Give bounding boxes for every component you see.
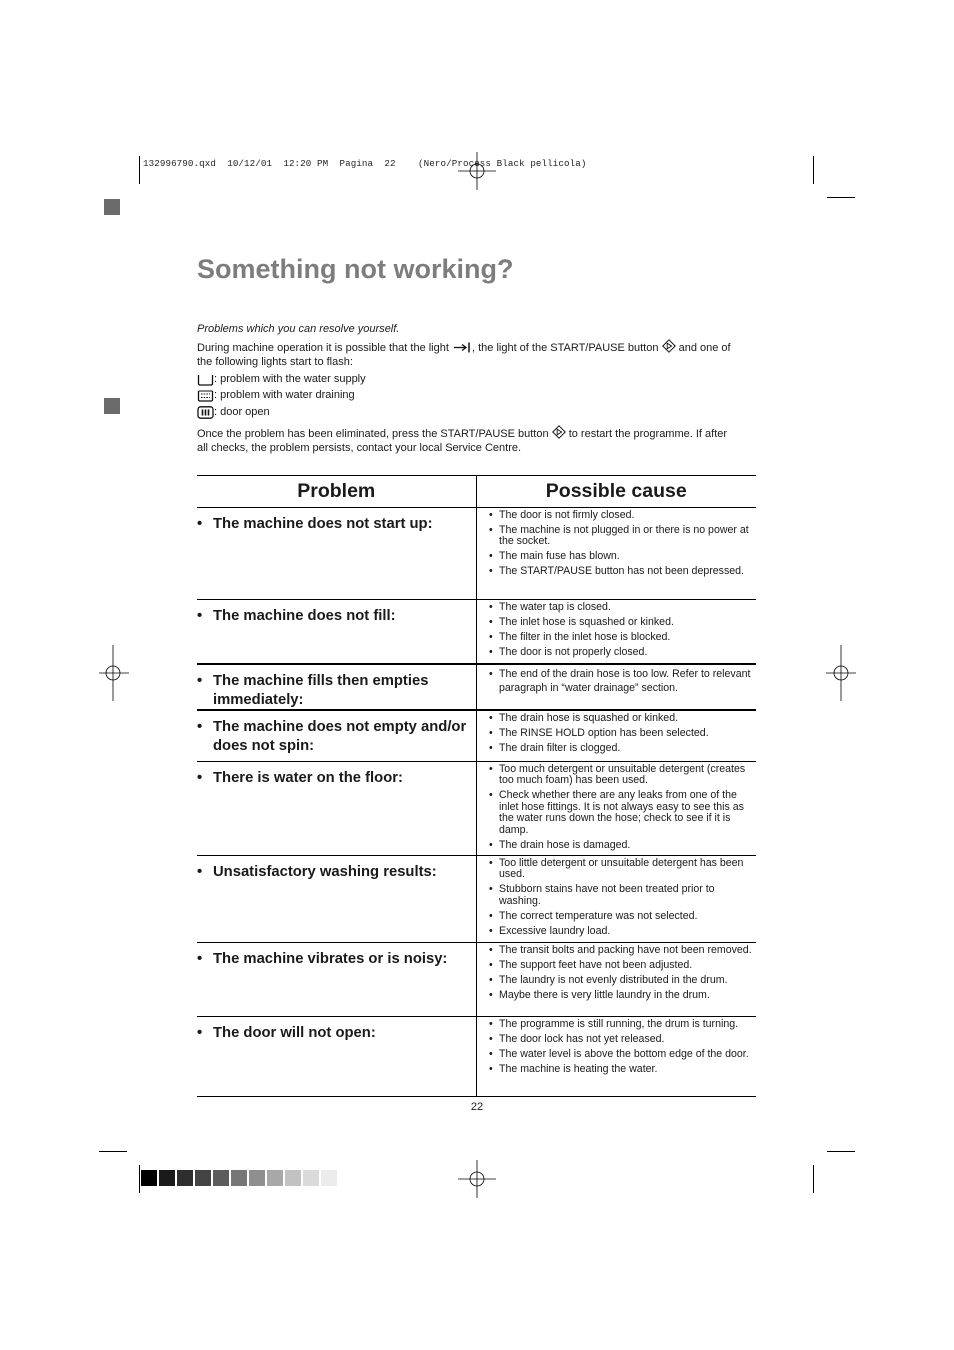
cause-item: • The filter in the inlet hose is blocked.	[477, 632, 756, 643]
intro-line1-c: and one of	[678, 341, 731, 354]
cause-item: • The drain hose is squashed or kinked.	[477, 713, 756, 724]
problem-cell: • The machine does not fill:	[197, 600, 476, 663]
side-marker	[104, 398, 120, 414]
cause-item: • The end of the drain hose is too low. Refer to relevant paragraph in “water drainage” section.	[477, 667, 756, 695]
cause-list	[476, 762, 756, 855]
page-number: 22	[470, 1101, 484, 1113]
header-cause: Possible cause	[476, 476, 757, 507]
cause-item: • Stubborn stains have not been treated prior to washing.	[477, 884, 756, 907]
door-open-icon	[197, 406, 214, 419]
table-row	[197, 508, 756, 600]
cause-item: • The drain hose is damaged.	[477, 840, 756, 851]
restart-paragraph	[197, 425, 757, 456]
crop-mark	[139, 156, 140, 184]
color-swatch	[249, 1170, 265, 1186]
problem-cell: • There is water on the floor:	[197, 762, 476, 855]
side-marker	[104, 199, 120, 215]
color-swatch	[321, 1170, 337, 1186]
problem-text: The door will not open:	[213, 1025, 376, 1041]
cause-item: • The inlet hose is squashed or kinked.	[477, 617, 756, 628]
header-problem: Problem	[297, 480, 376, 502]
restart-b: to restart the programme. If after	[568, 427, 728, 440]
crop-mark	[813, 156, 814, 184]
cause-item: • Too much detergent or unsuitable detergent (creates too much foam) has been used.	[477, 764, 756, 787]
cause-item: • Excessive laundry load.	[477, 926, 756, 937]
intro-line2: the following lights start to flash:	[197, 356, 353, 369]
cause-item: • The transit bolts and packing have not been removed.	[477, 945, 756, 956]
cause-item: • The START/PAUSE button has not been depressed.	[477, 566, 756, 577]
table-row	[197, 856, 756, 943]
problem-text: The machine vibrates or is noisy:	[213, 951, 448, 967]
intro-paragraph	[197, 339, 757, 370]
intro-text	[197, 322, 757, 456]
color-swatch	[195, 1170, 211, 1186]
water-draining-icon	[197, 389, 214, 402]
cause-item: • The laundry is not evenly distributed in the drum.	[477, 975, 756, 986]
cause-item: • The water level is above the bottom edge of the door.	[477, 1049, 756, 1060]
cause-item: • The drain filter is clogged.	[477, 743, 756, 754]
cause-item: • The door is not properly closed.	[477, 647, 756, 658]
start-pause-icon	[552, 425, 566, 439]
cause-item: • The RINSE HOLD option has been selected.	[477, 728, 756, 739]
restart-a: Once the problem has been eliminated, press the START/PAUSE button	[197, 427, 549, 440]
water-supply-icon	[197, 373, 214, 386]
registration-mark-icon	[458, 1160, 496, 1198]
color-swatch	[303, 1170, 319, 1186]
problem-text: There is water on the floor:	[213, 770, 403, 786]
page-title: Something not working?	[197, 254, 514, 284]
table-row	[197, 600, 756, 665]
cause-item: • The main fuse has blown.	[477, 551, 756, 562]
table-row	[197, 711, 756, 762]
registration-mark-icon	[826, 645, 856, 701]
problem-text: Unsatisfactory washing results:	[213, 864, 437, 880]
cause-list	[476, 711, 756, 761]
start-pause-icon	[662, 339, 676, 353]
table-row	[197, 665, 756, 711]
problem-cell: • The machine does not start up:	[197, 508, 476, 599]
light-item	[197, 405, 757, 420]
cause-list	[476, 1017, 756, 1096]
problem-cell: • Unsatisfactory washing results:	[197, 856, 476, 942]
cause-item: • The support feet have not been adjusted.	[477, 960, 756, 971]
cause-item: • The machine is heating the water.	[477, 1064, 756, 1075]
registration-mark-icon	[99, 645, 129, 701]
color-swatch	[213, 1170, 229, 1186]
cause-item: • Too little detergent or unsuitable detergent has been used.	[477, 858, 756, 881]
cause-item: • The door is not firmly closed.	[477, 510, 756, 521]
crop-mark	[827, 1151, 855, 1152]
cause-list	[476, 943, 756, 1016]
end-arrow-icon	[452, 342, 472, 353]
crop-mark	[813, 1165, 814, 1193]
color-swatch	[285, 1170, 301, 1186]
color-swatch	[141, 1170, 157, 1186]
troubleshooting-table	[197, 475, 756, 1097]
cause-item: • The programme is still running, the drum is turning.	[477, 1019, 756, 1030]
problem-cell: • The machine vibrates or is noisy:	[197, 943, 476, 1016]
light-item	[197, 372, 757, 387]
cause-item: • The machine is not plugged in or there is no power at the socket.	[477, 525, 756, 548]
cause-list	[476, 508, 756, 599]
table-header	[197, 476, 756, 508]
crop-mark	[827, 197, 855, 198]
light-text-water-supply: : problem with the water supply	[214, 372, 366, 385]
print-slug: 132996790.qxd 10/12/01 12:20 PM Pagina 22 (Nero/Process Black pellicola)	[143, 158, 587, 169]
table-row	[197, 762, 756, 856]
color-swatch	[231, 1170, 247, 1186]
problem-cell: • The machine does not empty and/or does not spin:	[197, 711, 476, 761]
intro-line1-b: , the light of the START/PAUSE button	[471, 341, 659, 354]
cause-item: • Check whether there are any leaks from one of the inlet hose fittings. It is not always easy to see this as the water runs down the hose; check to see if it is damp.	[477, 790, 756, 836]
cause-item: • The water tap is closed.	[477, 602, 756, 613]
intro-line1-a: During machine operation it is possible that the light	[197, 341, 449, 354]
problem-text: The machine fills then empties immediately:	[213, 673, 429, 708]
cause-list	[476, 665, 756, 709]
restart-c: all checks, the problem persists, contact your local Service Centre.	[197, 442, 522, 455]
cause-item: • The door lock has not yet released.	[477, 1034, 756, 1045]
color-bar	[141, 1170, 339, 1186]
color-swatch	[159, 1170, 175, 1186]
problem-cell: • The door will not open:	[197, 1017, 476, 1096]
intro-heading: Problems which you can resolve yourself.	[197, 323, 400, 335]
light-text-water-draining: : problem with water draining	[214, 389, 355, 402]
problem-text: The machine does not start up:	[213, 516, 433, 532]
crop-mark	[99, 1151, 127, 1152]
color-swatch	[267, 1170, 283, 1186]
problem-text: The machine does not fill:	[213, 608, 396, 624]
cause-item: • Maybe there is very little laundry in the drum.	[477, 990, 756, 1001]
problem-text: The machine does not empty and/or does not spin:	[213, 719, 467, 754]
table-row	[197, 943, 756, 1017]
table-row	[197, 1017, 756, 1096]
registration-mark-icon	[458, 152, 496, 190]
color-swatch	[177, 1170, 193, 1186]
problem-cell: • The machine fills then empties immediately:	[197, 665, 476, 709]
light-text-door-open: : door open	[214, 405, 270, 418]
cause-item: • The correct temperature was not selected.	[477, 911, 756, 922]
cause-list	[476, 600, 756, 663]
crop-mark	[139, 1165, 140, 1193]
cause-list	[476, 856, 756, 942]
light-item	[197, 388, 757, 403]
